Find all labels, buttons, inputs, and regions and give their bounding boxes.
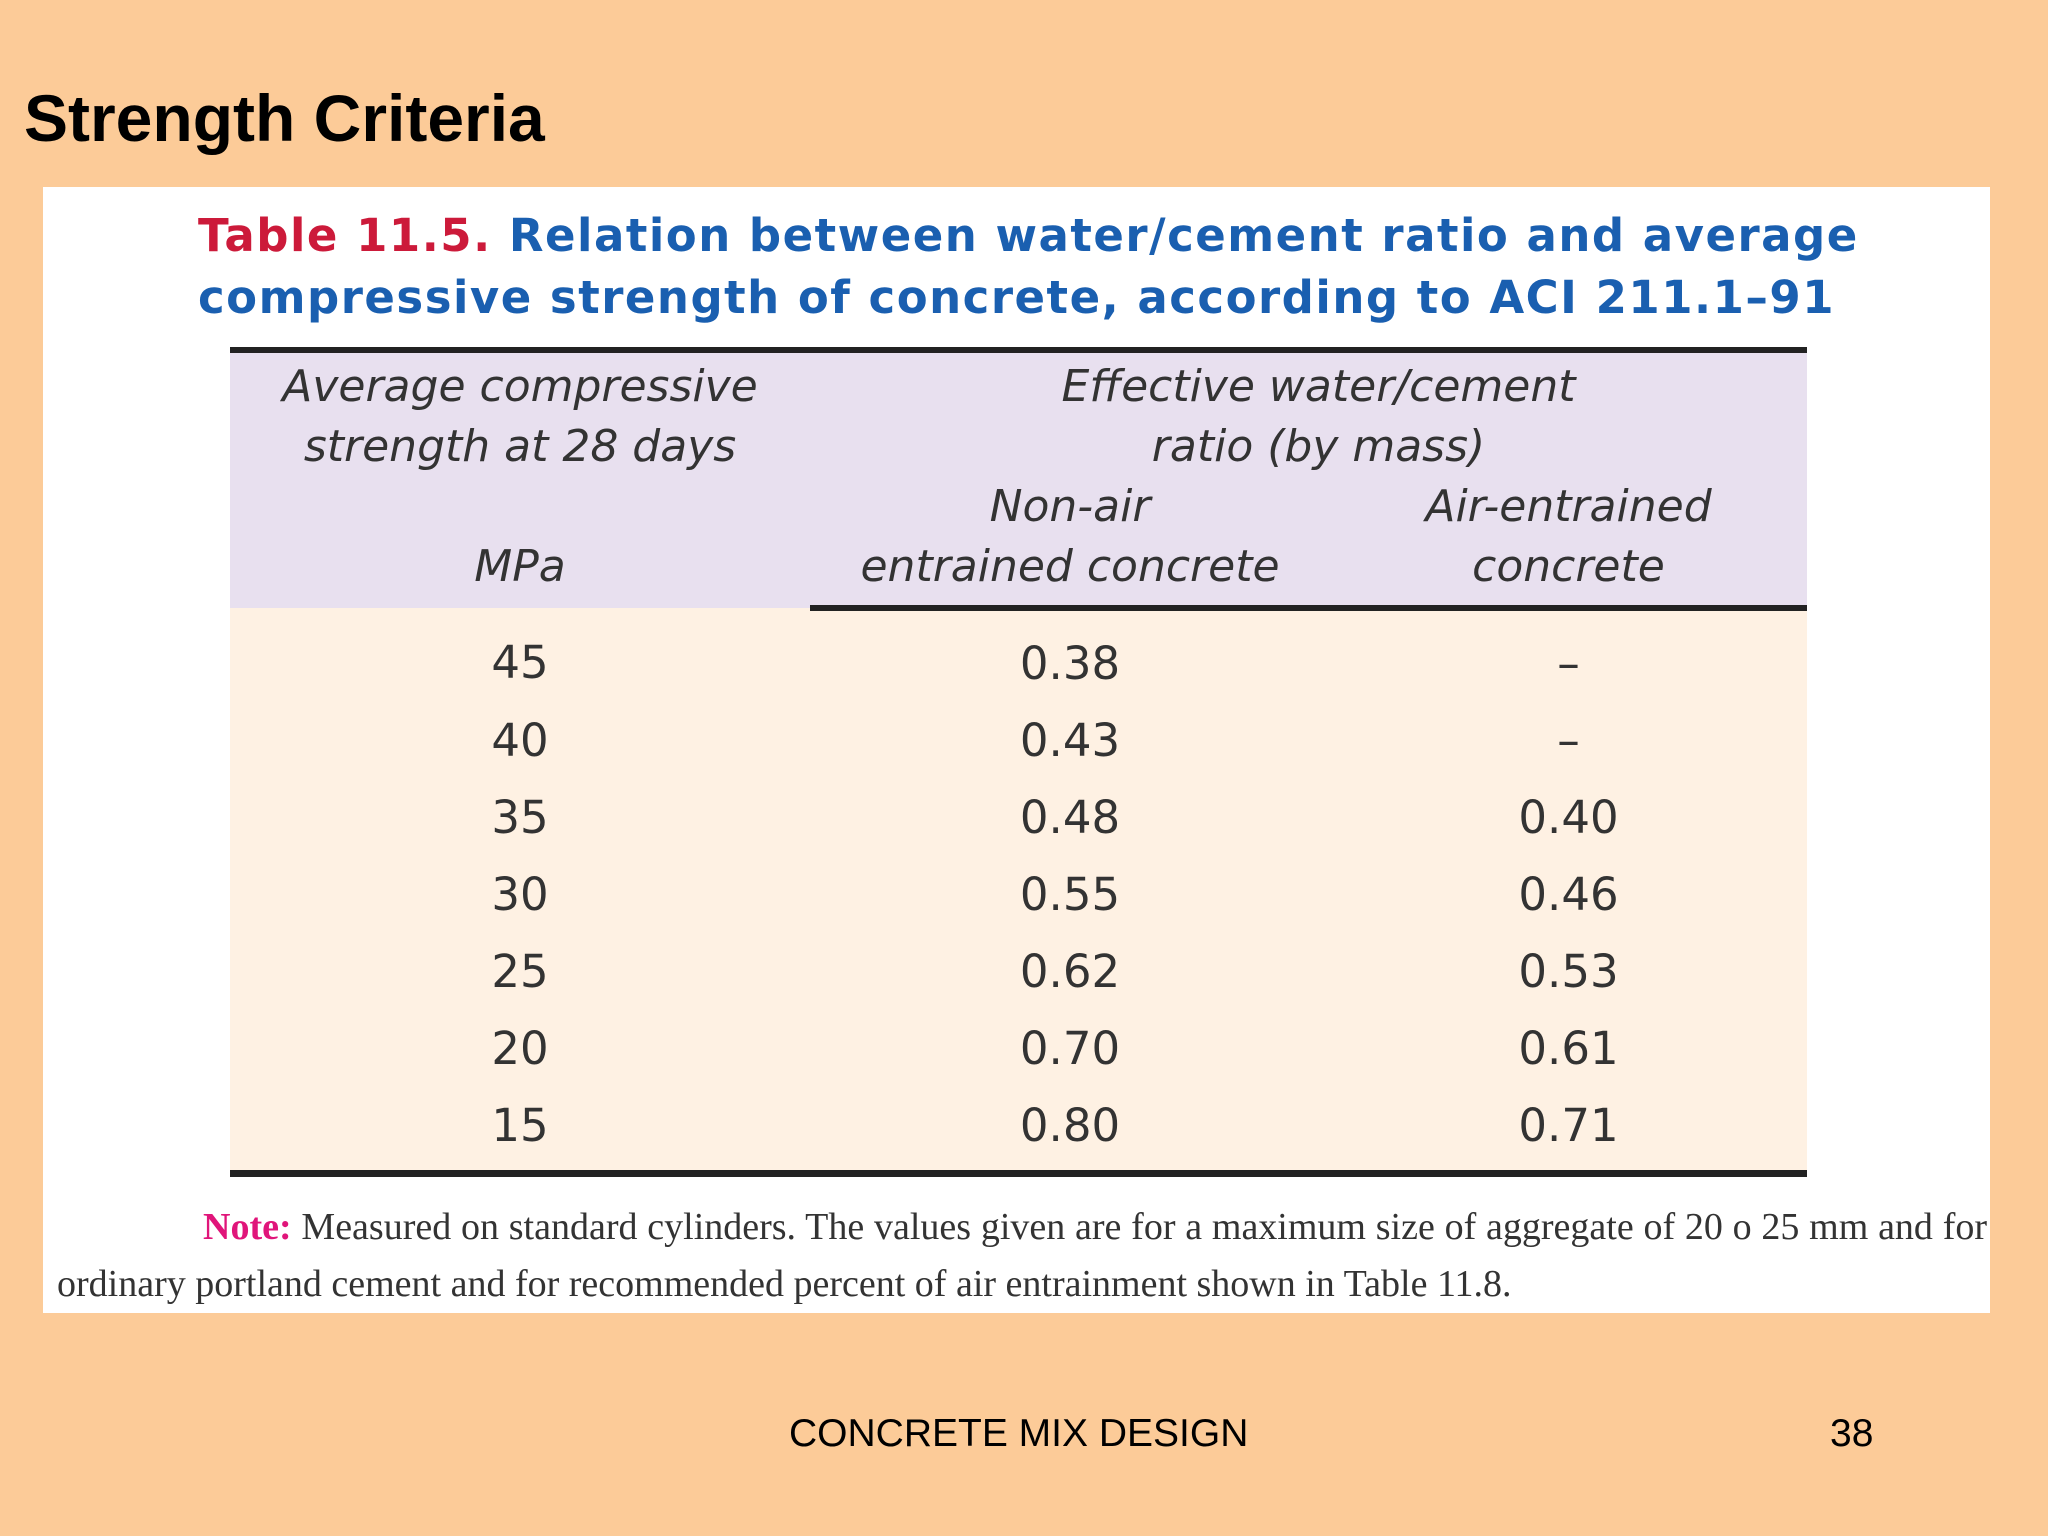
cell-air: 0.71 xyxy=(1330,1087,1807,1174)
table-figure xyxy=(43,187,1990,1313)
cell-air: 0.53 xyxy=(1518,945,1619,998)
table-row xyxy=(230,608,1807,702)
table-body xyxy=(230,608,1807,1174)
cell-strength: 15 xyxy=(230,1087,810,1174)
table-header xyxy=(230,350,1807,608)
header-air-line1: Air-entrained xyxy=(1425,481,1712,532)
page-number: 38 xyxy=(1830,1412,1874,1455)
slide-footer: CONCRETE MIX DESIGN xyxy=(789,1412,1249,1455)
header-non-air-line2: entrained concrete xyxy=(860,541,1280,592)
header-ratio xyxy=(810,350,1807,477)
cell-strength: 30 xyxy=(491,868,549,921)
cell-strength: 45 xyxy=(491,635,549,689)
cell-non-air: 0.62 xyxy=(1019,945,1121,998)
cell-non-air: 0.80 xyxy=(810,1087,1330,1174)
header-strength-unit: MPa xyxy=(474,541,566,592)
table-row xyxy=(230,779,1807,856)
slide-title: Strength Criteria xyxy=(24,81,545,155)
cell-non-air: 0.55 xyxy=(1019,868,1121,921)
table-row xyxy=(230,1010,1807,1087)
cell-air: – xyxy=(1557,637,1580,690)
cell-non-air: 0.70 xyxy=(1019,1022,1121,1075)
header-strength xyxy=(230,350,810,608)
table-caption-text-line1: Relation between water/cement ratio and average xyxy=(508,209,1859,262)
cell-strength: 40 xyxy=(491,714,549,767)
cell-strength: 35 xyxy=(491,791,549,844)
table-caption xyxy=(198,205,1898,329)
table-header-row-top xyxy=(230,350,1807,477)
table-caption-text-line2: compressive strength of concrete, according to ACI 211.1–91 xyxy=(198,271,1836,324)
cell-non-air: 0.48 xyxy=(1019,791,1121,844)
header-air-line2: concrete xyxy=(1472,541,1665,592)
header-air-entrained xyxy=(1330,477,1807,608)
header-non-air-line1: Non-air xyxy=(989,481,1151,532)
header-ratio-line1: Effective water/cement xyxy=(1061,361,1576,412)
table-note-label: Note: xyxy=(203,1206,292,1248)
table-row xyxy=(230,856,1807,933)
cell-air: 0.40 xyxy=(1518,791,1619,844)
strength-ratio-table xyxy=(230,347,1807,1177)
header-ratio-line2: ratio (by mass) xyxy=(1151,421,1486,472)
table-row xyxy=(230,933,1807,1010)
cell-air: 0.46 xyxy=(1518,868,1619,921)
table-row xyxy=(230,1087,1807,1174)
cell-strength: 25 xyxy=(491,945,549,998)
header-strength-line2: strength at 28 days xyxy=(303,421,737,472)
table-note xyxy=(57,1199,1987,1313)
cell-non-air: 0.38 xyxy=(1019,637,1121,690)
header-strength-line1: Average compressive xyxy=(282,361,758,412)
table-row xyxy=(230,702,1807,779)
table-caption-label: Table 11.5. xyxy=(198,209,492,262)
header-non-air xyxy=(810,477,1330,608)
cell-air: – xyxy=(1557,714,1580,767)
table-note-text: Measured on standard cylinders. The values given are for a maximum size of aggregate of 20 o 25 mm and for ordinary portland cement and for recommended percent of air entrainment shown in Table 11.8. xyxy=(57,1206,1988,1305)
cell-strength: 20 xyxy=(491,1022,549,1075)
cell-air: 0.61 xyxy=(1518,1022,1619,1075)
cell-non-air: 0.43 xyxy=(1019,714,1121,767)
